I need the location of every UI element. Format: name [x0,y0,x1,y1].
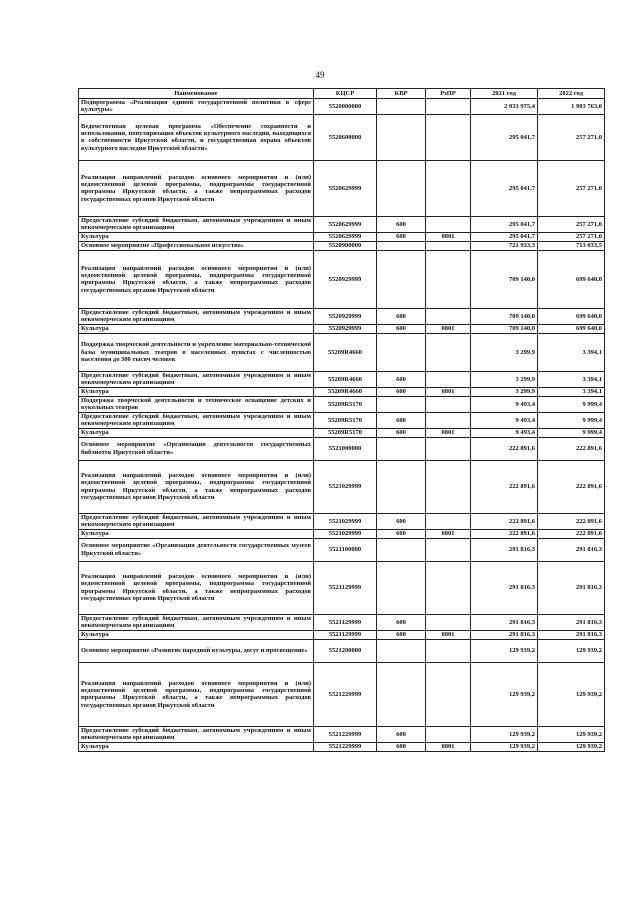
cell-kvr [377,160,426,216]
cell-y2021: 295 041,7 [471,216,538,232]
cell-y2021: 2 033 975,4 [471,99,538,115]
cell-y2022: 222 891,6 [538,460,605,513]
cell-rzpr [426,412,471,428]
table-row [79,216,605,232]
cell-rzpr: 0801 [426,630,471,639]
cell-kcsr: 5521029999 [314,513,377,529]
cell-y2022: 291 816,3 [538,630,605,639]
cell-name: Культура [79,324,314,333]
cell-kvr [377,333,426,371]
cell-y2022: 699 640,0 [538,250,605,308]
cell-y2021: 295 041,7 [471,160,538,216]
cell-rzpr [426,513,471,529]
cell-kcsr: 5520629999 [314,216,377,232]
cell-kcsr: 5520929999 [314,250,377,308]
cell-name: Культура [79,630,314,639]
cell-kvr [377,250,426,308]
cell-y2021: 9 493,4 [471,412,538,428]
cell-kvr [377,639,426,662]
table-row [79,726,605,742]
cell-rzpr [426,99,471,115]
cell-name: Предоставление субсидий бюджетным, автономным учреждениям и иным некоммерческим организациям [79,308,314,324]
header-2022: 2022 год [538,89,605,99]
cell-kvr: 600 [377,371,426,387]
cell-y2021: 291 816,3 [471,561,538,614]
header-kvr: КВР [377,89,426,99]
cell-name: Культура [79,232,314,241]
cell-kcsr: 5521100000 [314,538,377,561]
cell-name: Поддержка творческой деятельности и укрепление материально-технической базы муниципальных театров в населенных пунктах с численностью населения до 300 тысяч человек [79,333,314,371]
cell-name: Предоставление субсидий бюджетным, автономным учреждениям и иным некоммерческим организациям [79,216,314,232]
cell-rzpr [426,396,471,412]
table-row [79,99,605,115]
cell-y2022: 9 999,4 [538,412,605,428]
cell-name: Реализация направлений расходов основного мероприятия и (или) ведомственной целевой программы, подпрограммы государственной программы Иркутской области, а также непрограммных расходов государственных органов Иркутской области [79,561,314,614]
cell-y2022: 222 891,6 [538,513,605,529]
header-rzpr: РзПР [426,89,471,99]
cell-kvr: 600 [377,308,426,324]
cell-y2022: 129 939,2 [538,662,605,726]
table-row [79,529,605,538]
table-row [79,232,605,241]
cell-kvr [377,460,426,513]
table-row [79,639,605,662]
cell-kvr: 600 [377,216,426,232]
cell-y2022: 3 394,1 [538,371,605,387]
cell-kvr: 600 [377,742,426,751]
cell-y2021: 129 939,2 [471,742,538,751]
cell-y2022: 291 816,3 [538,538,605,561]
cell-rzpr [426,241,471,250]
cell-y2022: 222 891,6 [538,437,605,460]
cell-kvr: 600 [377,232,426,241]
cell-y2021: 129 939,2 [471,662,538,726]
table-row [79,614,605,630]
cell-rzpr [426,639,471,662]
cell-kcsr: 5520629999 [314,160,377,216]
cell-kcsr: 55209R5170 [314,396,377,412]
cell-kcsr: 55209R4660 [314,371,377,387]
cell-y2022: 257 271,0 [538,216,605,232]
cell-kcsr: 5520929999 [314,308,377,324]
table-row [79,662,605,726]
cell-rzpr: 0801 [426,387,471,396]
cell-kcsr: 5521129999 [314,630,377,639]
cell-kcsr: 55209R4660 [314,387,377,396]
cell-rzpr: 0801 [426,324,471,333]
table-row [79,460,605,513]
header-name: Наименование [79,89,314,99]
cell-rzpr [426,662,471,726]
cell-rzpr [426,614,471,630]
cell-kvr: 600 [377,513,426,529]
cell-kcsr: 5521029999 [314,460,377,513]
table-row [79,561,605,614]
cell-rzpr [426,216,471,232]
cell-y2022: 9 999,4 [538,428,605,437]
cell-name: Предоставление субсидий бюджетным, автономным учреждениям и иным некоммерческим организациям [79,614,314,630]
cell-kcsr: 5521200000 [314,639,377,662]
cell-y2022: 3 394,1 [538,333,605,371]
cell-y2021: 222 891,6 [471,437,538,460]
cell-rzpr [426,371,471,387]
cell-rzpr [426,333,471,371]
table-row [79,513,605,529]
cell-kvr [377,241,426,250]
cell-y2022: 699 640,0 [538,324,605,333]
cell-kvr: 600 [377,428,426,437]
cell-rzpr [426,250,471,308]
budget-table [78,88,605,752]
cell-y2022: 257 271,0 [538,160,605,216]
cell-rzpr [426,460,471,513]
cell-name: Культура [79,428,314,437]
cell-kcsr: 5521129999 [314,614,377,630]
cell-kcsr: 5520600000 [314,114,377,160]
cell-kvr [377,561,426,614]
cell-y2021: 129 939,2 [471,639,538,662]
cell-y2021: 129 939,2 [471,726,538,742]
table-row [79,114,605,160]
cell-name: Реализация направлений расходов основного мероприятия и (или) ведомственной целевой программы, подпрограммы государственной программы Иркутской области, а также непрограммных расходов государственных органов Иркутской области [79,460,314,513]
cell-y2021: 9 493,4 [471,396,538,412]
cell-y2021: 709 140,0 [471,324,538,333]
cell-name: Ведомственная целевая программа «Обеспечение сохранности и использования, популяризация объектов культурного наследия, находящихся в собственности Иркутской области, и государственная охрана объектов культурного наследия Иркутской области» [79,114,314,160]
cell-name: Реализация направлений расходов основного мероприятия и (или) ведомственной целевой программы, подпрограммы государственной программы Иркутской области, а также непрограммных расходов государственных органов Иркутской области [79,662,314,726]
cell-y2021: 709 140,0 [471,250,538,308]
cell-kvr [377,396,426,412]
cell-name: Предоставление субсидий бюджетным, автономным учреждениям и иным некоммерческим организациям [79,371,314,387]
cell-y2021: 291 816,3 [471,614,538,630]
cell-name: Основное мероприятие «Развитие народной культуры, досуг и просвещение» [79,639,314,662]
table-row [79,437,605,460]
cell-kcsr: 5521229999 [314,662,377,726]
cell-y2021: 709 140,0 [471,308,538,324]
table-row [79,412,605,428]
cell-rzpr [426,160,471,216]
cell-kcsr: 5521029999 [314,529,377,538]
cell-kcsr: 5520929999 [314,324,377,333]
cell-y2021: 222 891,6 [471,513,538,529]
cell-rzpr [426,561,471,614]
table-row [79,630,605,639]
cell-kvr: 600 [377,529,426,538]
cell-kvr: 600 [377,614,426,630]
cell-y2022: 257 271,0 [538,232,605,241]
cell-kvr [377,99,426,115]
cell-y2021: 295 041,7 [471,232,538,241]
cell-kcsr: 5521229999 [314,726,377,742]
cell-y2022: 129 939,2 [538,726,605,742]
cell-y2022: 3 394,1 [538,387,605,396]
cell-name: Предоставление субсидий бюджетным, автономным учреждениям и иным некоммерческим организациям [79,726,314,742]
cell-y2021: 9 493,4 [471,428,538,437]
cell-name: Реализация направлений расходов основного мероприятия и (или) ведомственной целевой программы, подпрограммы государственной программы Иркутской области, а также непрограммных расходов государственных органов Иркутской области [79,160,314,216]
cell-rzpr [426,726,471,742]
cell-kcsr: 5520900000 [314,241,377,250]
table-row [79,428,605,437]
cell-rzpr: 0801 [426,428,471,437]
cell-y2021: 3 299,9 [471,333,538,371]
cell-name: Основное мероприятие «Профессиональное искусство» [79,241,314,250]
cell-name: Культура [79,742,314,751]
table-row [79,160,605,216]
cell-y2021: 291 816,3 [471,630,538,639]
cell-kcsr: 5521129999 [314,561,377,614]
cell-y2021: 222 891,6 [471,460,538,513]
cell-kcsr: 5521000000 [314,437,377,460]
cell-name: Предоставление субсидий бюджетным, автономным учреждениям и иным некоммерческим организациям [79,412,314,428]
cell-kvr: 600 [377,324,426,333]
cell-y2022: 291 816,3 [538,561,605,614]
cell-kvr: 600 [377,726,426,742]
header-2021: 2021 год [471,89,538,99]
cell-rzpr [426,308,471,324]
table-row [79,538,605,561]
cell-name: Культура [79,529,314,538]
cell-kcsr: 5521229999 [314,742,377,751]
cell-rzpr [426,538,471,561]
cell-name: Культура [79,387,314,396]
table-row [79,308,605,324]
cell-y2022: 129 939,2 [538,742,605,751]
cell-y2022: 1 903 763,0 [538,99,605,115]
table-row [79,241,605,250]
table-row [79,387,605,396]
cell-kvr: 600 [377,412,426,428]
table-row [79,324,605,333]
page-number: 49 [315,70,325,80]
cell-rzpr: 0801 [426,742,471,751]
cell-name: Основное мероприятие «Организация деятельности государственных музеев Иркутской области» [79,538,314,561]
header-kcsr: КЦСР [314,89,377,99]
cell-name: Основное мероприятие «Организация деятельности государственных библиотек Иркутской области» [79,437,314,460]
cell-kcsr: 5520629999 [314,232,377,241]
cell-y2022: 9 999,4 [538,396,605,412]
cell-name: Поддержка творческой деятельности и техническое оснащение детских и кукольных театров [79,396,314,412]
cell-kvr [377,114,426,160]
cell-y2022: 713 033,5 [538,241,605,250]
cell-name: Предоставление субсидий бюджетным, автономным учреждениям и иным некоммерческим организациям [79,513,314,529]
cell-kvr [377,662,426,726]
cell-y2022: 129 939,2 [538,639,605,662]
cell-y2021: 222 891,6 [471,529,538,538]
table-row [79,371,605,387]
cell-name: Подпрограмма «Реализация единой государственной политики в сфере культуры» [79,99,314,115]
table-row [79,742,605,751]
cell-kvr: 600 [377,387,426,396]
cell-y2022: 291 816,3 [538,614,605,630]
cell-kvr [377,437,426,460]
cell-y2022: 699 640,0 [538,308,605,324]
cell-y2021: 3 299,9 [471,387,538,396]
cell-y2022: 222 891,6 [538,529,605,538]
cell-y2021: 295 041,7 [471,114,538,160]
table-body [79,99,605,752]
cell-y2021: 3 299,9 [471,371,538,387]
cell-kvr: 600 [377,630,426,639]
cell-kcsr: 5520000000 [314,99,377,115]
cell-kcsr: 55209R5170 [314,412,377,428]
cell-rzpr [426,437,471,460]
cell-rzpr: 0801 [426,232,471,241]
table-row [79,396,605,412]
table-row [79,333,605,371]
cell-name: Реализация направлений расходов основного мероприятия и (или) ведомственной целевой программы, подпрограммы государственной программы Иркутской области, а также непрограммных расходов государственных органов Иркутской области [79,250,314,308]
cell-y2021: 291 816,3 [471,538,538,561]
cell-rzpr [426,114,471,160]
cell-kcsr: 55209R4660 [314,333,377,371]
cell-kcsr: 55209R5170 [314,428,377,437]
cell-kvr [377,538,426,561]
table-header-row [79,89,605,99]
table-row [79,250,605,308]
cell-y2022: 257 271,0 [538,114,605,160]
cell-y2021: 721 933,3 [471,241,538,250]
cell-rzpr: 0801 [426,529,471,538]
